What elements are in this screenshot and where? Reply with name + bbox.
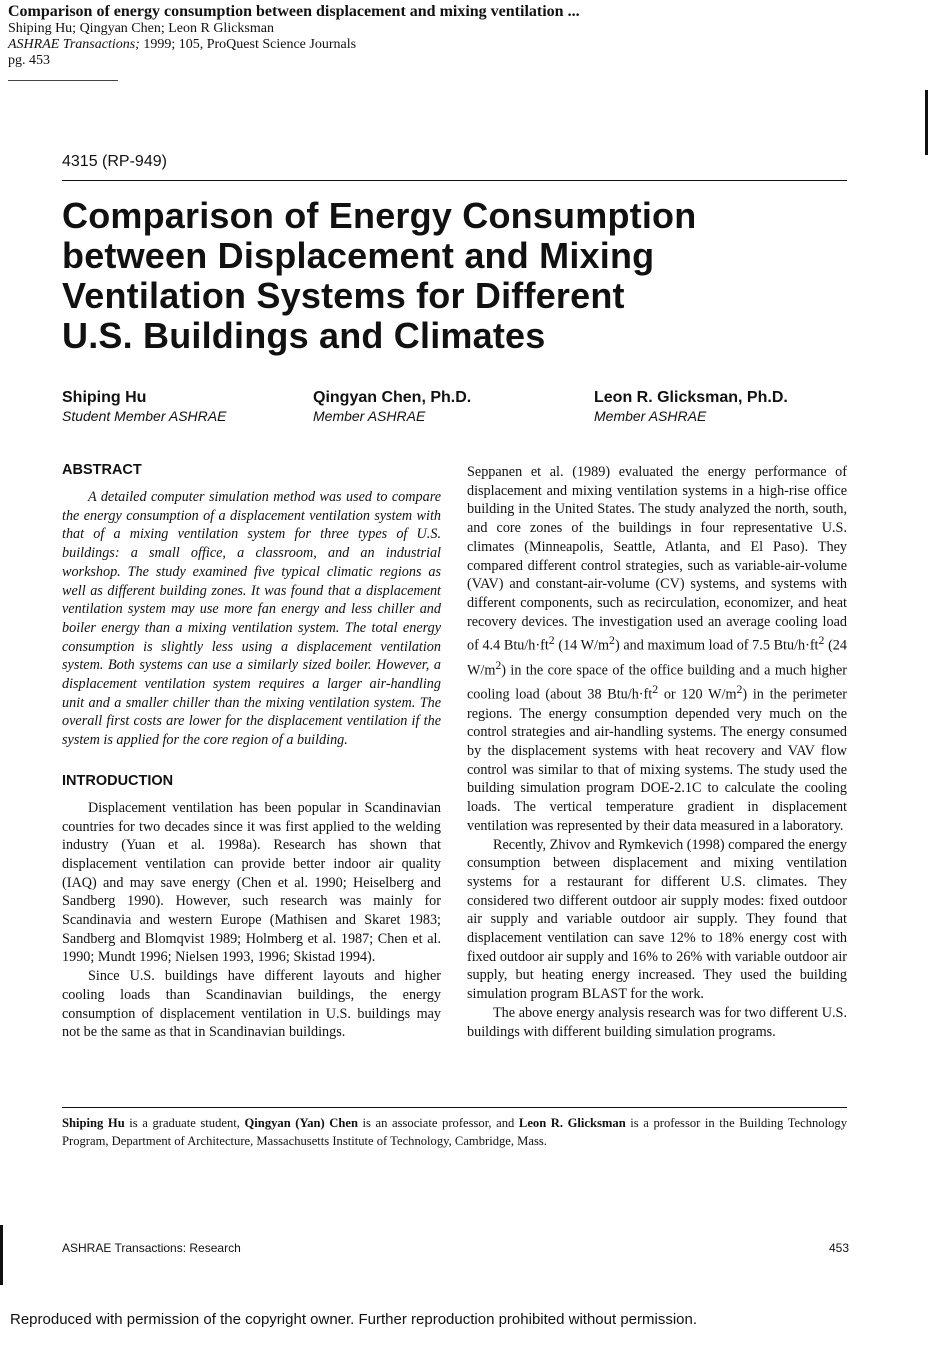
footnote-text: is a professor in the Building Technology Program, Department of Architecture, Massachusetts Institute of Technology, Cambridge, Mass. (62, 1116, 847, 1148)
footnote-author-name: Qingyan (Yan) Chen (244, 1116, 358, 1130)
proquest-authors: Shiping Hu; Qingyan Chen; Leon R Glicksman (8, 21, 274, 36)
text-run: ) and maximum load of 7.5 Btu/h·ft (614, 638, 819, 655)
scan-edge-mark-left (0, 1225, 3, 1285)
author-block (594, 388, 788, 425)
body-paragraph: Recently, Zhivov and Rymkevich (1998) compared the energy consumption between displacement and mixing ventilation systems for a restaurant for different U.S. climates. They considered two different outdoor air supply modes: fixed outdoor air supply and variable outdoor air supply. They found that displacement ventilation can save 12% to 18% energy cost with fixed outdoor air supply and 16% to 26% with variable outdoor air supply, but heating energy increased. They used the building simulation program BLAST for the work. (467, 836, 847, 1003)
author-name: Qingyan Chen, Ph.D. (313, 389, 472, 406)
title-line: U.S. Buildings and Climates (62, 315, 546, 356)
proquest-title: Comparison of energy consumption between displacement and mixing ventilation ... (8, 3, 580, 20)
author-block (62, 388, 226, 425)
introduction-paragraph: Since U.S. buildings have different layouts and higher cooling loads than Scandinavian buildings, the energy consumption of displacement ventilation in U.S. buildings may not be the same as that in Scandinavian buildings. (62, 968, 441, 1041)
header-divider (8, 80, 118, 81)
abstract-heading: ABSTRACT (62, 462, 142, 478)
proquest-journal: ASHRAE Transactions; (8, 37, 140, 52)
text-run: (14 W/m (554, 638, 610, 655)
author-affiliation: Student Member ASHRAE (62, 408, 227, 424)
paper-id: 4315 (RP-949) (62, 153, 167, 170)
title-line: Comparison of Energy Consumption (62, 195, 697, 236)
title-divider (62, 180, 847, 181)
right-column (467, 463, 847, 1041)
title-line: Ventilation Systems for Different (62, 275, 625, 316)
introduction-paragraph: Displacement ventilation has been popular in Scandinavian countries for two decades since it was first applied to the welding industry (Yuan et al. 1998a). Research has shown that displacement ventilation can provide better indoor air quality (IAQ) and may save energy (Chen et al. 1990; Heiselberg and Sandberg 1990). However, such research was mainly for Scandinavia and western Europe (Mathisen and Skaret 1983; Sandberg and Blomqvist 1989; Holmberg et al. 1987; Chen et al. 1990; Mundt 1996; Nielsen 1993, 1996; Skistad 1994). (62, 799, 441, 966)
proquest-header (8, 2, 888, 69)
footnote-divider (62, 1107, 847, 1108)
superscript: 2 (609, 633, 615, 648)
superscript: 2 (495, 657, 502, 672)
journal-footer: ASHRAE Transactions: Research (62, 1241, 241, 1255)
author-name: Leon R. Glicksman, Ph.D. (594, 389, 788, 406)
superscript: 2 (736, 682, 743, 697)
text-run: (24 W/m (467, 638, 847, 679)
text-run: Seppanen et al. (1989) evaluated the energy performance of displacement and mixing ventilation systems in a high-rise office building in the United States. The study analyzed the north, south, and core zones of the buildings in four representative U.S. climates (Minneapolis, Seattle, Atlanta, and El Paso). They compared different control strategies, such as variable-air-volume (VAV) and constant-air-volume (CV) systems, and systems with different components, such as recirculation, economizer, and heat recovery devices. The investigation used an average cooling load of 4.4 Btu/h·ft (467, 464, 847, 655)
left-column (62, 461, 441, 1042)
body-paragraph: The above energy analysis research was for two different U.S. buildings with different building simulation programs. (467, 1004, 847, 1040)
author-footnote (62, 1114, 847, 1150)
author-name: Shiping Hu (62, 389, 147, 406)
title-line: between Displacement and Mixing (62, 235, 655, 276)
superscript: 2 (548, 633, 555, 648)
proquest-citation (8, 37, 888, 53)
text-run: ) in the core space of the office building and a much higher cooling load (about 38 Btu/h·ft (467, 662, 847, 703)
author-affiliation: Member ASHRAE (313, 408, 426, 424)
page-number: 453 (829, 1241, 850, 1255)
text-run: ) in the perimeter regions. The energy consumption depended very much on the control strategies and air-handling systems. The energy consumed by the displacement systems with heat recovery and VAV flow control was similar to that of mixing systems. The study used the building simulation program DOE-2.1C to calculate the cooling loads. The vertical temperature gradient in displacement ventilation was represented by their data measured in a laboratory. (467, 686, 847, 834)
scan-edge-mark-right (925, 90, 928, 155)
footnote-author-name: Leon R. Glicksman (518, 1116, 626, 1130)
body-paragraph (467, 463, 847, 836)
proquest-page: pg. 453 (8, 53, 50, 68)
superscript: 2 (818, 633, 825, 648)
introduction-heading: INTRODUCTION (62, 772, 174, 789)
footnote-author-name: Shiping Hu (62, 1116, 125, 1130)
author-affiliation: Member ASHRAE (594, 408, 707, 424)
abstract-text: A detailed computer simulation method was used to compare the energy consumption of a displacement ventilation system with that of a mixing ventilation system for three types of U.S. buildings: a small office, a classroom, and an industrial workshop. The study examined five typical climatic regions as well as different building zones. It was found that a displacement ventilation system may use more fan energy and less chiller and boiler energy than a mixing ventilation system. The total energy consumption is slightly less using a displacement ventilation system. Both systems can use a similarly sized boiler. However, a displacement ventilation system requires a larger air-handling unit and a smaller chiller than the mixing ventilation system. The overall first costs are lower for the displacement ventilation if the system is applied for the core region of a building. (62, 489, 441, 749)
footnote-text: is a graduate student, (124, 1116, 245, 1130)
footnote-text: is an associate professor, and (357, 1116, 519, 1130)
superscript: 2 (652, 682, 659, 697)
proquest-journal-details: 1999; 105, ProQuest Science Journals (139, 37, 357, 52)
reproduction-notice: Reproduced with permission of the copyright owner. Further reproduction prohibited without permission. (10, 1311, 698, 1328)
author-block (313, 388, 471, 425)
paper-title (62, 196, 822, 356)
text-run: or 120 W/m (658, 686, 737, 703)
